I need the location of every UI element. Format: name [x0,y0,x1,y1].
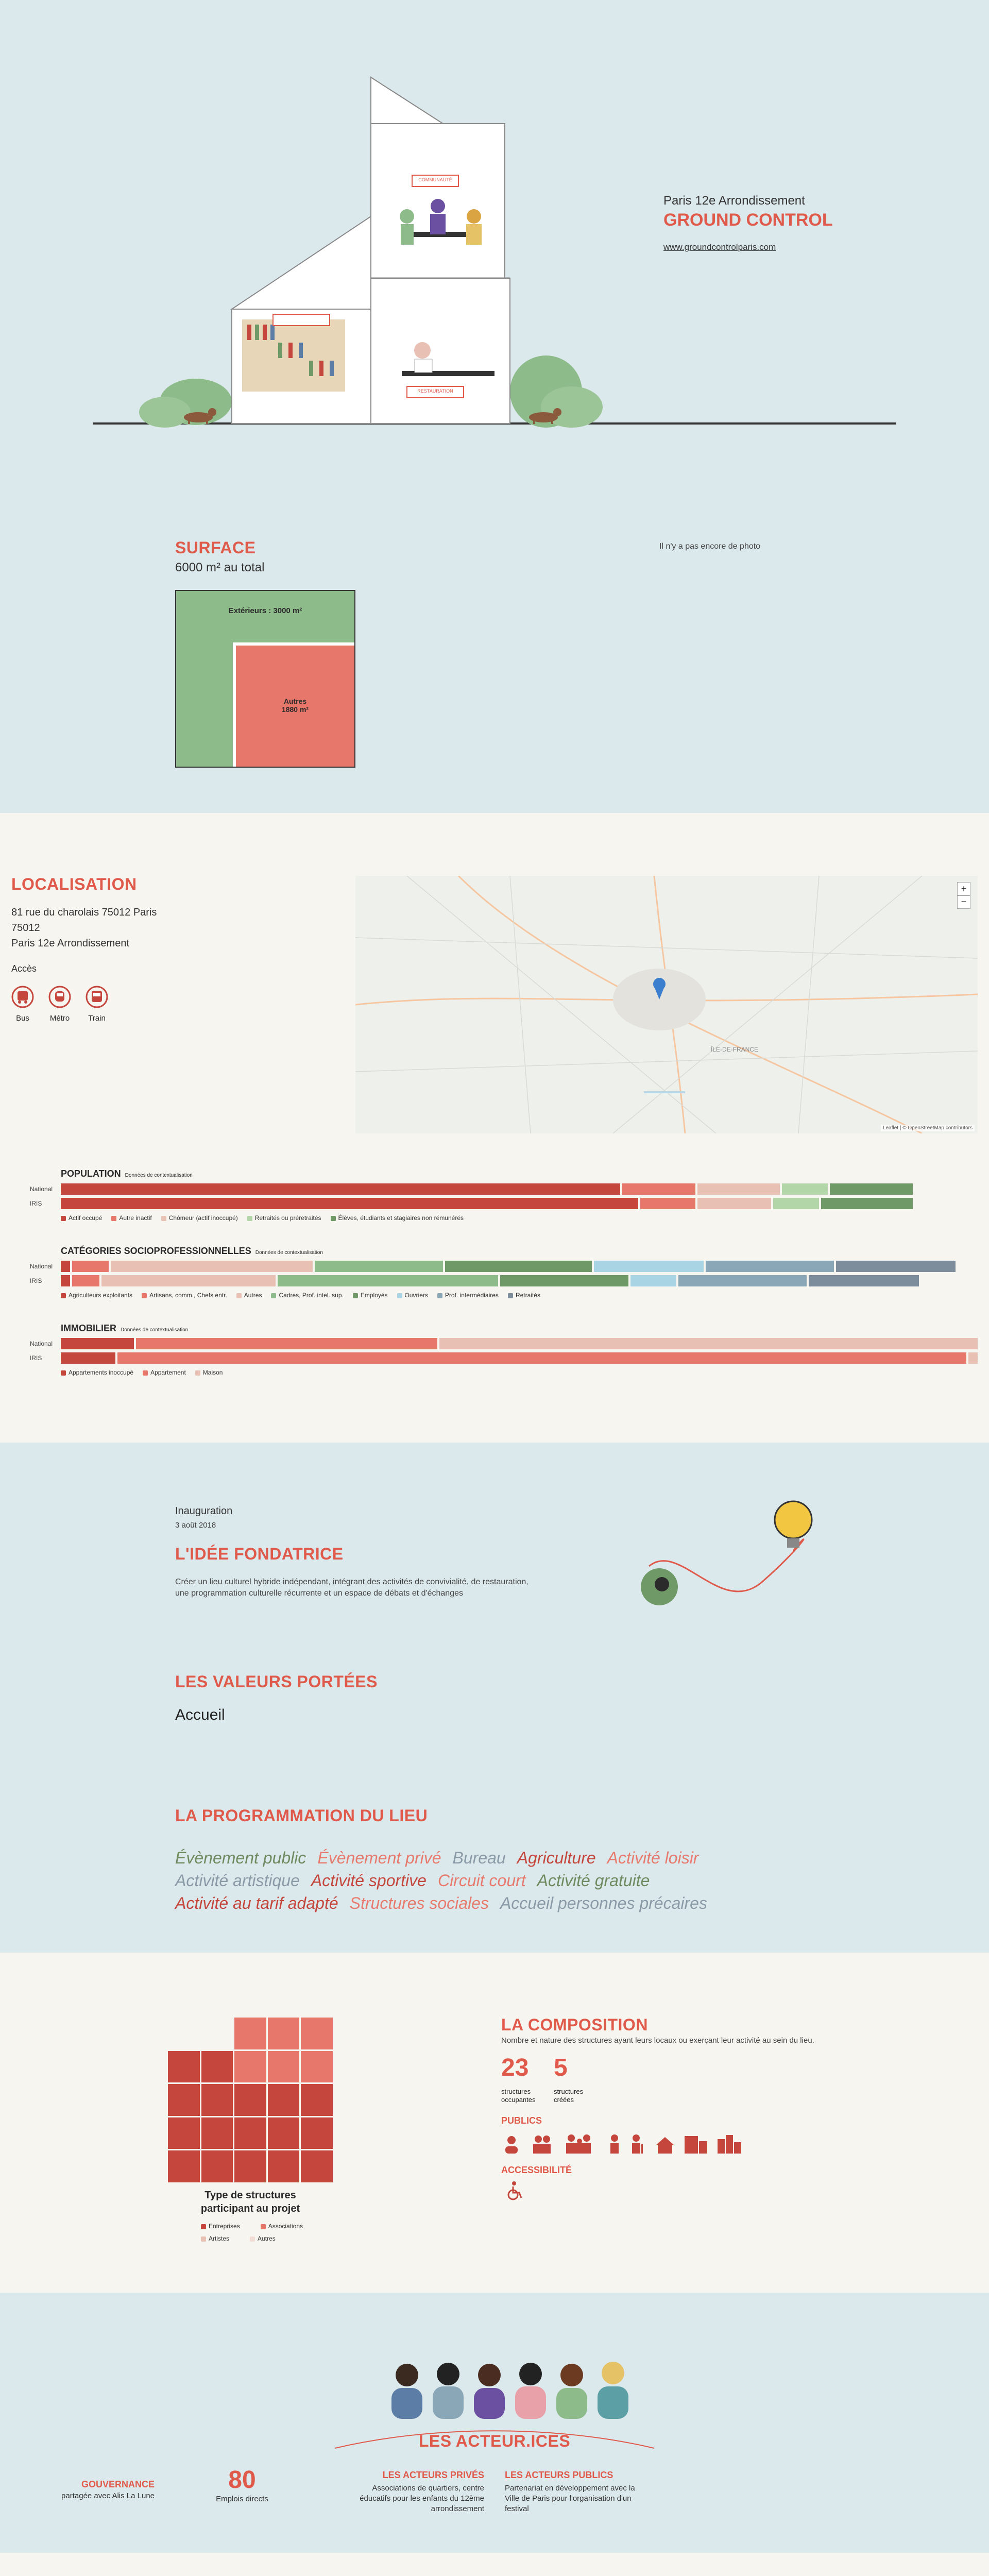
transport-train-label: Train [88,1014,106,1023]
location-address-3: Paris 12e Arrondissement [11,938,130,949]
pop-bar-iris [61,1198,978,1209]
structures-waffle-chart [168,2018,333,2182]
transport-bus-label: Bus [16,1014,29,1023]
programmation-tag: Évènement privé [317,1849,441,1867]
adult-icon [610,2134,619,2154]
surface-total: 6000 m² au total [175,561,265,574]
acteurs-prives-text: Associations de quartiers, centre éducatifs pour les enfants du 12ème arrondissement [360,2484,484,2513]
gouvernance-title: GOUVERNANCE [81,2479,155,2489]
surface-outer-label: Extérieurs : 3000 m² [228,606,302,615]
access-label: Accès [11,963,37,974]
legend-item: Employés [353,1292,388,1299]
legend-item: Autres [250,2235,276,2242]
hero-section [0,0,989,464]
immobilier-block [30,1323,978,1376]
label-creees-1: structures [554,2088,584,2095]
gouvernance-text: partagée avec Alis La Lune [61,2492,155,2500]
label-creees-2: créées [554,2096,574,2104]
location-address-1: 81 rue du charolais 75012 Paris [11,907,157,918]
surface-outer-block [175,590,355,768]
legend-item: Ouvriers [397,1292,428,1299]
senior-icon [632,2134,643,2154]
structures-chart-title-2: participant au projet [200,2203,300,2214]
transport-bus [11,986,34,1023]
children-icon [533,2136,551,2154]
programmation-tag: Accueil personnes précaires [500,1894,707,1912]
imm-bar-national [61,1338,978,1349]
label-occupantes-1: structures [501,2088,531,2095]
programmation-tag: Bureau [452,1849,506,1867]
legend-item: Maison [195,1369,223,1376]
pop-row-label: IRIS [30,1200,42,1207]
surface-inner-label: Autres [283,697,307,705]
csp-title: CATÉGORIES SOCIOPROFESSIONNELLES [61,1246,251,1256]
legend-item: Appartements inoccupé [61,1369,133,1376]
house-icon [656,2137,674,2154]
surface-inner-block [233,642,354,767]
baby-icon [505,2136,518,2154]
csp-row-label: National [30,1263,53,1270]
programmation-tag: Activité artistique [175,1871,300,1890]
publics-label: PUBLICS [501,2115,542,2126]
train-icon [86,986,108,1008]
legend-item: Associations [261,2223,303,2230]
pop-row-label: National [30,1185,53,1193]
acteurs-title: LES ACTEUR.ICES [418,2432,571,2450]
programmation-tags [175,1846,783,1914]
hero-district: Paris 12e Arrondissement [663,194,805,208]
project-section [0,1443,989,1953]
legend-item: Prof. intermédiaires [437,1292,499,1299]
legend-item: Autres [236,1292,262,1299]
programmation-tag: Activité loisir [607,1849,699,1867]
hero-website-link[interactable]: www.groundcontrolparis.com [663,242,776,252]
family-icon [566,2134,591,2154]
population-block [30,1168,978,1222]
acteurs-people-illustration [381,2360,639,2421]
location-title: LOCALISATION [11,875,137,893]
legend-item: Actif occupé [61,1214,102,1222]
legend-item: Cadres, Prof. intel. sup. [271,1292,343,1299]
legend-item: Agriculteurs exploitants [61,1292,132,1299]
count-occupantes: 23 [501,2054,529,2081]
csp-block [30,1246,978,1299]
imm-bar-iris [61,1352,978,1364]
label-occupantes-2: occupantes [501,2096,536,2104]
programmation-tag: Circuit court [437,1871,526,1890]
programmation-tag: Activité gratuite [537,1871,650,1890]
lightbulb-illustration [598,1489,886,1623]
composition-title: LA COMPOSITION [501,2015,648,2034]
programmation-tag: Agriculture [517,1849,596,1867]
publics-icons [501,2132,821,2158]
emplois-label: Emplois directs [216,2495,268,2503]
idee-text: Créer un lieu culturel hybride indépendant, intégrant des activités de convivialité, de restauration, une programmation culturelle récurrente et un espace de débats et d'échanges [175,1578,528,1598]
surface-title: SURFACE [175,538,256,557]
immobilier-title: IMMOBILIER [61,1323,116,1333]
population-title: POPULATION [61,1168,121,1179]
map-credit[interactable]: Leaflet | © OpenStreetMap contributors [881,1125,975,1131]
map-region-label: ÎLE-DE-FRANCE [711,1046,759,1053]
legend-item: Appartement [143,1369,186,1376]
city-icon [718,2135,741,2154]
csp-bar-national [61,1261,978,1272]
location-address-2: 75012 [11,922,40,934]
csp-legend [61,1292,978,1299]
legend-item: Entreprises [201,2223,240,2230]
building-icon [685,2136,707,2154]
composition-section [0,1953,989,2293]
map-tiles [355,876,978,1133]
sign-communaute: COMMUNAUTÉ [418,177,452,182]
emplois-count: 80 [228,2466,256,2494]
hero-illustration [0,0,989,464]
population-legend [61,1214,978,1222]
idee-title: L'IDÉE FONDATRICE [175,1545,344,1563]
programmation-tag: Évènement public [175,1849,306,1867]
inauguration-date: 3 août 2018 [175,1521,216,1530]
legend-item: Retraités [508,1292,540,1299]
population-source: Données de contextualisation [125,1173,193,1178]
csp-source: Données de contextualisation [255,1250,323,1256]
transport-list [11,986,108,1023]
legend-item: Chômeur (actif inoccupé) [161,1214,238,1222]
legend-item: Artistes [201,2235,229,2242]
map[interactable] [355,876,978,1133]
acteurs-publics-title: LES ACTEURS PUBLICS [505,2470,613,2480]
imm-row-label: IRIS [30,1354,42,1362]
map-zoom-in[interactable]: + [957,882,970,895]
imm-row-label: National [30,1340,53,1347]
csp-row-label: IRIS [30,1277,42,1284]
metro-icon [48,986,71,1008]
structures-chart-title-1: Type de structures [204,2190,296,2201]
moyens-section [0,2553,989,2576]
accessibilite-label: ACCESSIBILITÉ [501,2165,572,2175]
legend-item: Retraités ou préretraités [247,1214,321,1222]
bus-icon [11,986,34,1008]
wheelchair-icon [505,2180,525,2201]
transport-metro-label: Métro [49,1014,70,1023]
acteurs-prives-title: LES ACTEURS PRIVÉS [382,2470,484,2480]
transport-metro [48,986,71,1023]
csp-bar-iris [61,1275,978,1286]
transport-train [86,986,108,1023]
hero-title: GROUND CONTROL [663,210,833,230]
pop-bar-national [61,1183,978,1195]
acteurs-section [0,2293,989,2553]
inauguration-label: Inauguration [175,1505,233,1517]
programmation-tag: Activité sportive [311,1871,427,1890]
surface-inner-value: 1880 m² [281,705,309,714]
map-zoom-out[interactable]: − [957,895,970,909]
legend-item: Autre inactif [111,1214,151,1222]
surface-section [0,464,989,813]
structures-legend [201,2223,325,2242]
legend-item: Élèves, étudiants et stagiaires non rémunérés [331,1214,464,1222]
legend-item: Artisans, comm., Chefs entr. [142,1292,227,1299]
immobilier-source: Données de contextualisation [121,1327,189,1333]
acteurs-publics-text: Partenariat en développement avec la Ville de Paris pour l'organisation d'un festival [505,2484,635,2513]
no-photo-text: Il n'y a pas encore de photo [659,542,761,551]
location-section [0,813,989,1443]
programmation-title: LA PROGRAMMATION DU LIEU [175,1806,428,1825]
composition-subtitle: Nombre et nature des structures ayant leurs locaux ou exerçant leur activité au sein du lieu. [501,2036,814,2045]
programmation-tag: Activité au tarif adapté [175,1894,338,1912]
programmation-tag: Structures sociales [349,1894,489,1912]
count-creees: 5 [554,2054,568,2081]
valeurs-title: LES VALEURS PORTÉES [175,1672,378,1691]
valeurs-value: Accueil [175,1706,225,1723]
immobilier-legend [61,1369,978,1376]
sign-restauration: RESTAURATION [417,388,453,394]
